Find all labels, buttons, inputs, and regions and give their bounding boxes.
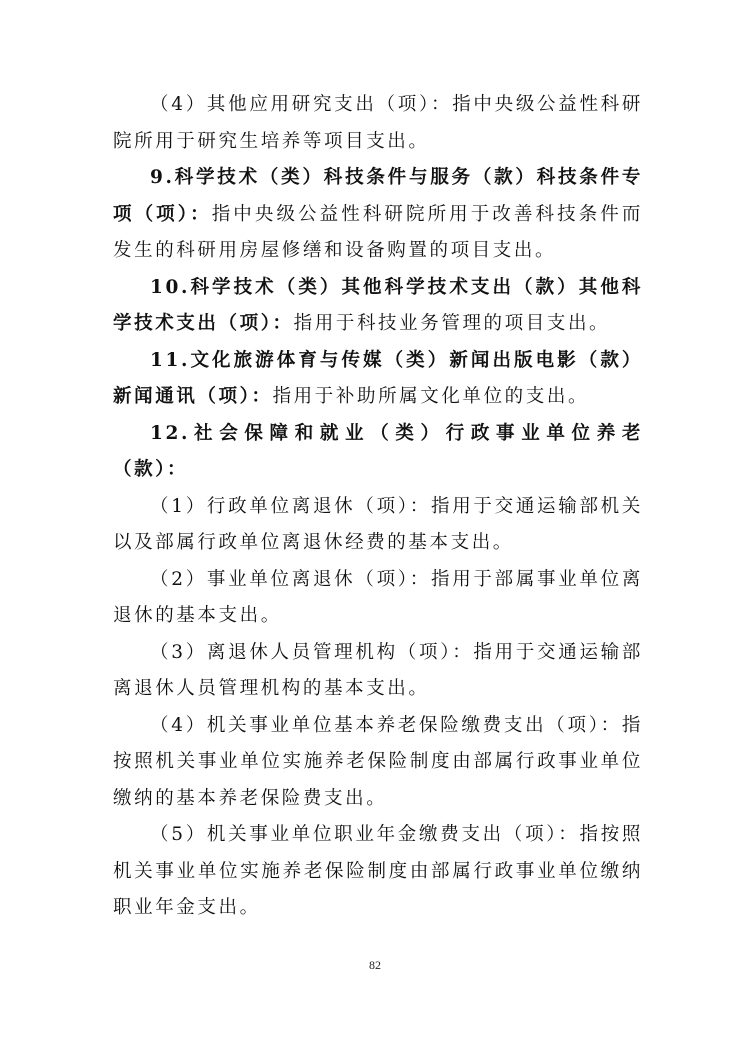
paragraph-news-communication [113,343,643,416]
paragraph-text: 指用于科技业务管理的项目支出。 [293,313,611,334]
paragraph-heading: 11.文化旅游体育与传媒（类）新闻出版电影（款）新闻通讯（项）： [113,349,643,407]
paragraph-text: 指中央级公益性科研院所用于改善科技条件而发生的科研用房屋修缮和设备购置的项目支出。 [113,203,643,261]
paragraph-occupational-annuity [113,817,643,927]
page-number: 82 [369,958,381,972]
paragraph-text: （5）机关事业单位职业年金缴费支出（项）：指按照机关事业单位实施养老保险制度由部属行政事业单位缴纳职业年金支出。 [113,824,643,918]
paragraph-science-conditions [113,160,643,270]
paragraph-text: （1）行政单位离退休（项）：指用于交通运输部机关以及部属行政单位离退休经费的基本支出。 [113,495,643,553]
paragraph-other-science [113,270,643,343]
paragraph-heading: 10.科学技术（类）其他科学技术支出（款）其他科学技术支出（项）： [113,276,643,334]
paragraph-basic-pension [113,708,643,818]
document-body [113,87,643,927]
paragraph-social-security-heading [113,416,643,489]
paragraph-text: （4）其他应用研究支出（项）：指中央级公益性科研院所用于研究生培养等项目支出。 [113,94,643,152]
paragraph-admin-retirement [113,489,643,562]
paragraph-retiree-management [113,635,643,708]
paragraph-heading: 12.社会保障和就业（类）行政事业单位养老（款）： [113,422,643,480]
paragraph-other-applied-research [113,87,643,160]
paragraph-heading: 9.科学技术（类）科技条件与服务（款）科技条件专项（项）： [113,167,643,225]
paragraph-text: （4）机关事业单位基本养老保险缴费支出（项）：指按照机关事业单位实施养老保险制度由部属行政事业单位缴纳的基本养老保险费支出。 [113,714,643,809]
paragraph-text: （2）事业单位离退休（项）：指用于部属事业单位离退休的基本支出。 [113,568,643,626]
paragraph-text: （3）离退休人员管理机构（项）：指用于交通运输部离退休人员管理机构的基本支出。 [113,641,643,699]
paragraph-institution-retirement [113,562,643,635]
paragraph-text: 指用于补助所属文化单位的支出。 [272,386,590,407]
